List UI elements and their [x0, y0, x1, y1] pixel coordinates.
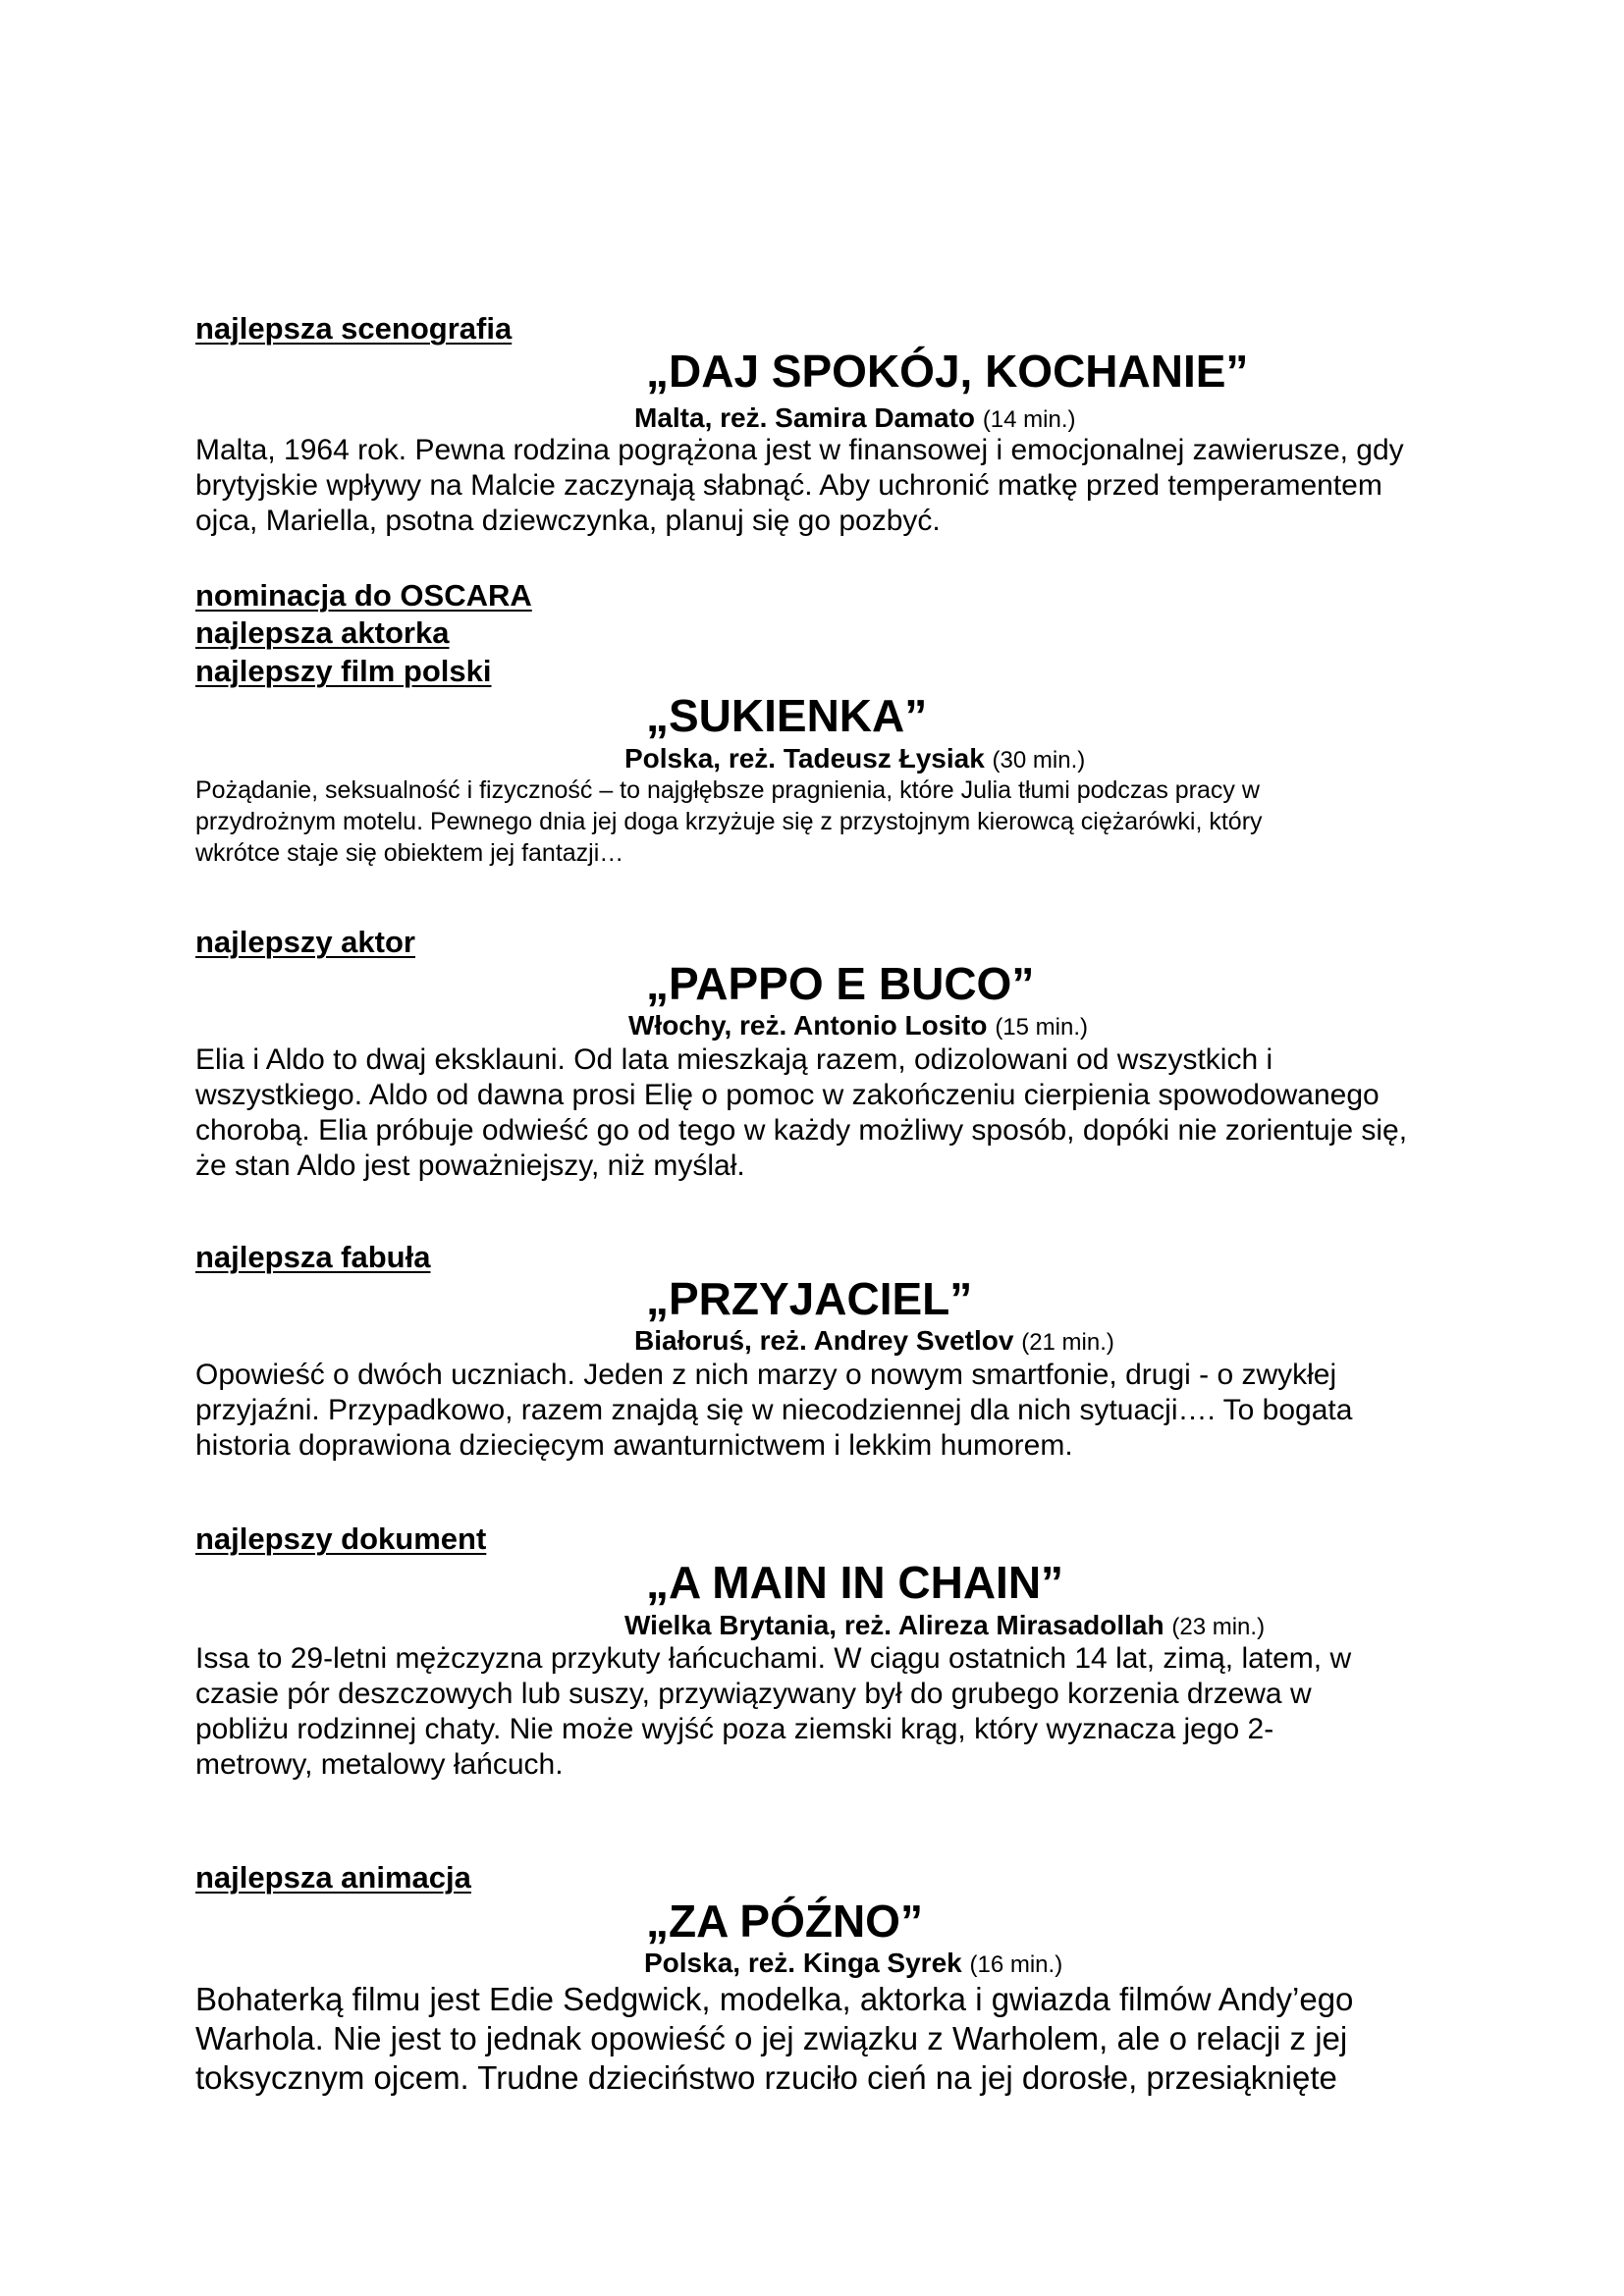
award-label: najlepszy film polski — [195, 654, 492, 688]
film-description — [195, 433, 1472, 539]
film-country-director: Polska, reż. Tadeusz Łysiak — [624, 743, 985, 774]
description-line: Warhola. Nie jest to jednak opowieść o jej związku z Warholem, ale o relacji z jej — [195, 2020, 1348, 2056]
film-title: „SUKIENKA” — [646, 690, 928, 741]
film-duration: (14 min.) — [982, 406, 1076, 433]
film-credit — [644, 1947, 1062, 1982]
film-country-director: Włochy, reż. Antonio Losito — [628, 1010, 988, 1041]
film-description — [195, 1358, 1472, 1464]
award-label: najlepsza animacja — [195, 1860, 471, 1895]
film-title: „PAPPO E BUCO” — [646, 958, 1035, 1009]
award-label: najlepszy aktor — [195, 925, 415, 959]
film-credit — [624, 742, 1085, 777]
film-credit — [624, 1609, 1265, 1644]
description-line: pobliżu rodzinnej chaty. Nie może wyjść poza ziemski krąg, który wyznacza jego 2- — [195, 1713, 1274, 1745]
film-duration: (16 min.) — [969, 1951, 1063, 1978]
award-label: najlepszy dokument — [195, 1522, 487, 1556]
description-line: chorobą. Elia próbuje odwieść go od tego w każdy możliwy sposób, dopóki nie zorientuje się, — [195, 1114, 1408, 1147]
award-label: najlepsza scenografia — [195, 311, 513, 346]
description-line: Issa to 29-letni mężczyzna przykuty łańcuchami. W ciągu ostatnich 14 lat, zimą, latem, w — [195, 1642, 1352, 1675]
film-credit — [634, 1324, 1114, 1360]
description-line: wszystkiego. Aldo od dawna prosi Elię o pomoc w zakończeniu cierpienia spowodowanego — [195, 1079, 1380, 1111]
film-description — [195, 774, 1472, 869]
film-description — [195, 1980, 1472, 2098]
film-country-director: Wielka Brytania, reż. Alireza Mirasadollah — [624, 1610, 1164, 1640]
film-title: „ZA PÓŹNO” — [646, 1896, 923, 1947]
film-title: „A MAIN IN CHAIN” — [646, 1557, 1064, 1608]
description-line: brytyjskie wpływy na Malcie zaczynają słabnąć. Aby uchronić matkę przed temperamentem — [195, 469, 1382, 502]
description-line: Malta, 1964 rok. Pewna rodzina pogrążona jest w finansowej i emocjonalnej zawierusze, gdy — [195, 434, 1404, 466]
description-line: metrowy, metalowy łańcuch. — [195, 1748, 564, 1781]
description-line: przyjaźni. Przypadkowo, razem znajdą się w niecodziennej dla nich sytuacji…. To bogata — [195, 1394, 1353, 1426]
description-line: ojca, Mariella, psotna dziewczynka, planuj się go pozbyć. — [195, 505, 941, 537]
film-duration: (21 min.) — [1021, 1329, 1114, 1356]
description-line: czasie pór deszczowych lub suszy, przywiązywany był do grubego korzenia drzewa w — [195, 1678, 1312, 1710]
award-label: najlepsza aktorka — [195, 615, 450, 650]
description-line: wkrótce staje się obiektem jej fantazji… — [195, 839, 624, 867]
film-credit — [634, 401, 1076, 437]
film-country-director: Białoruś, reż. Andrey Svetlov — [634, 1325, 1014, 1356]
description-line: że stan Aldo jest poważniejszy, niż myślał. — [195, 1149, 745, 1182]
film-country-director: Polska, reż. Kinga Syrek — [644, 1948, 962, 1978]
film-country-director: Malta, reż. Samira Damato — [634, 402, 976, 433]
film-description — [195, 1641, 1472, 1783]
award-label: najlepsza fabuła — [195, 1240, 431, 1274]
description-line: toksycznym ojcem. Trudne dzieciństwo rzuciło cień na jej dorosłe, przesiąknięte — [195, 2059, 1337, 2096]
description-line: historia doprawiona dziecięcym awanturnictwem i lekkim humorem. — [195, 1429, 1073, 1462]
film-credit — [628, 1009, 1088, 1044]
film-duration: (30 min.) — [992, 747, 1086, 774]
film-title: „PRZYJACIEL” — [646, 1273, 973, 1324]
film-description — [195, 1042, 1472, 1184]
film-duration: (15 min.) — [995, 1014, 1088, 1041]
description-line: Pożądanie, seksualność i fizyczność – to najgłębsze pragnienia, które Julia tłumi podczas pracy w — [195, 776, 1260, 804]
film-title: „DAJ SPOKÓJ, KOCHANIE” — [646, 346, 1249, 397]
description-line: przydrożnym motelu. Pewnego dnia jej doga krzyżuje się z przystojnym kierowcą ciężarówki, który — [195, 808, 1263, 835]
film-duration: (23 min.) — [1171, 1614, 1266, 1640]
award-label: nominacja do OSCARA — [195, 578, 532, 613]
description-line: Elia i Aldo to dwaj eksklauni. Od lata mieszkają razem, odizolowani od wszystkich i — [195, 1043, 1273, 1076]
description-line: Bohaterką filmu jest Edie Sedgwick, modelka, aktorka i gwiazda filmów Andy’ego — [195, 1981, 1354, 2017]
description-line: Opowieść o dwóch uczniach. Jeden z nich marzy o nowym smartfonie, drugi - o zwykłej — [195, 1359, 1337, 1391]
